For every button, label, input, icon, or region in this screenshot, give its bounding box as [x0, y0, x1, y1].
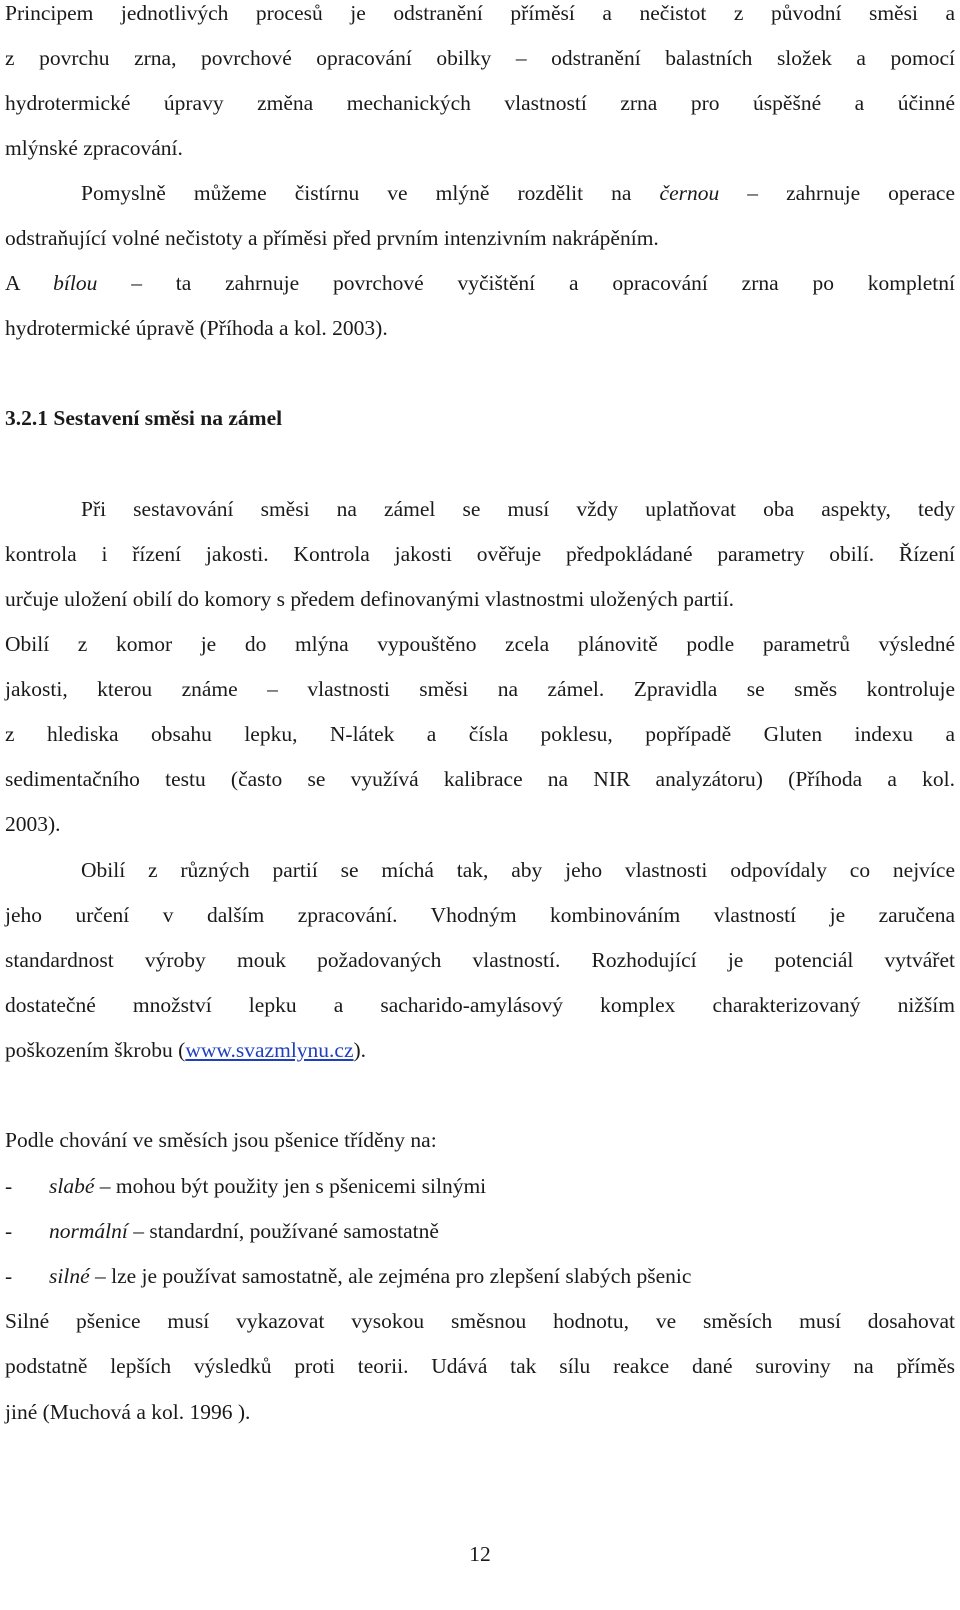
list-dash: - — [5, 1264, 13, 1288]
paragraph-3-line-1: Při sestavování směsi na zámel se musí vždy uplatňovat oba aspekty, tedy — [81, 497, 955, 521]
list-item-text: – lze je používat samostatně, ale zejména pro zlepšení slabých pšenic — [89, 1264, 692, 1288]
paragraph-2-line-1-pre: Pomyslně můžeme čistírnu ve mlýně rozdělit na — [81, 181, 660, 205]
paragraph-2-line-4: hydrotermické úpravě (Příhoda a kol. 2003). — [5, 316, 388, 340]
paragraph-1-line-2: z povrchu zrna, povrchové opracování obilky – odstranění balastních složek a pomocí — [5, 46, 955, 70]
paragraph-4-line-3: standardnost výroby mouk požadovaných vlastností. Rozhodující je potenciál vytvářet — [5, 948, 955, 972]
paragraph-4-line-5-post: ). — [353, 1038, 367, 1062]
paragraph-1-line-1: Principem jednotlivých procesů je odstranění příměsí a nečistot z původní směsi a — [5, 1, 955, 25]
paragraph-3-line-4: Obilí z komor je do mlýna vypouštěno zcela plánovitě podle parametrů výsledné — [5, 632, 955, 656]
page-number: 12 — [469, 1542, 491, 1566]
paragraph-2-line-1-post: – zahrnuje operace — [719, 181, 955, 205]
paragraph-2-line-3-pre: A — [5, 271, 54, 295]
list-term-silne: silné — [49, 1264, 90, 1288]
paragraph-4-line-2: jeho určení v dalším zpracování. Vhodným kombinováním vlastností je zaručena — [5, 903, 955, 927]
list-item — [5, 1173, 955, 1199]
term-bilou: bílou — [53, 271, 98, 295]
paragraph-3-line-7: sedimentačního testu (často se využívá kalibrace na NIR analyzátoru) (Příhoda a kol. — [5, 767, 955, 791]
paragraph-2-line-2: odstraňující volné nečistoty a příměsi před prvním intenzivním nakrápěním. — [5, 226, 659, 250]
paragraph-4-line-5 — [5, 1037, 955, 1063]
paragraph-4-line-4: dostatečné množství lepku a sacharido-amylásový komplex charakterizovaný nižším — [5, 993, 955, 1017]
paragraph-2-line-1 — [81, 180, 955, 206]
svazmlynu-link[interactable]: www.svazmlynu.cz — [185, 1038, 354, 1062]
list-dash: - — [5, 1219, 13, 1243]
list-term-slabe: slabé — [49, 1174, 95, 1198]
paragraph-3-line-6: z hlediska obsahu lepku, N-látek a čísla poklesu, popřípadě Gluten indexu a — [5, 722, 955, 746]
list-dash: - — [5, 1174, 13, 1198]
paragraph-4-line-5-pre: poškozením škrobu ( — [5, 1038, 186, 1062]
list-item — [5, 1218, 955, 1244]
paragraph-3-line-2: kontrola i řízení jakosti. Kontrola jakosti ověřuje předpokládané parametry obilí. Řízení — [5, 542, 955, 566]
paragraph-1-line-4: mlýnské zpracování. — [5, 136, 183, 160]
list-item-text: – standardní, používané samostatně — [127, 1219, 439, 1243]
paragraph-3-line-5: jakosti, kterou známe – vlastnosti směsi na zámel. Zpravidla se směs kontroluje — [5, 677, 955, 701]
term-cernou: černou — [659, 181, 720, 205]
paragraph-3-line-8: 2003). — [5, 812, 61, 836]
list-intro: Podle chování ve směsích jsou pšenice tříděny na: — [5, 1128, 437, 1152]
paragraph-3-line-3: určuje uložení obilí do komory s předem definovanými vlastnostmi uložených partií. — [5, 587, 735, 611]
list-item — [5, 1263, 955, 1289]
paragraph-2-line-3 — [5, 270, 955, 296]
paragraph-5-line-3: jiné (Muchová a kol. 1996 ). — [5, 1400, 251, 1424]
section-heading: 3.2.1 Sestavení směsi na zámel — [5, 406, 283, 430]
paragraph-2-line-3-post: – ta zahrnuje povrchové vyčištění a opracování zrna po kompletní — [97, 271, 955, 295]
list-term-normalni: normální — [49, 1219, 128, 1243]
paragraph-5-line-2: podstatně lepších výsledků proti teorii. Udává tak sílu reakce dané suroviny na příměs — [5, 1354, 955, 1378]
paragraph-1-line-3: hydrotermické úpravy změna mechanických vlastností zrna pro úspěšné a účinné — [5, 91, 955, 115]
paragraph-4-line-1: Obilí z různých partií se míchá tak, aby jeho vlastnosti odpovídaly co nejvíce — [81, 858, 955, 882]
list-item-text: – mohou být použity jen s pšenicemi silnými — [94, 1174, 487, 1198]
paragraph-5-line-1: Silné pšenice musí vykazovat vysokou směsnou hodnotu, ve směsích musí dosahovat — [5, 1309, 955, 1333]
